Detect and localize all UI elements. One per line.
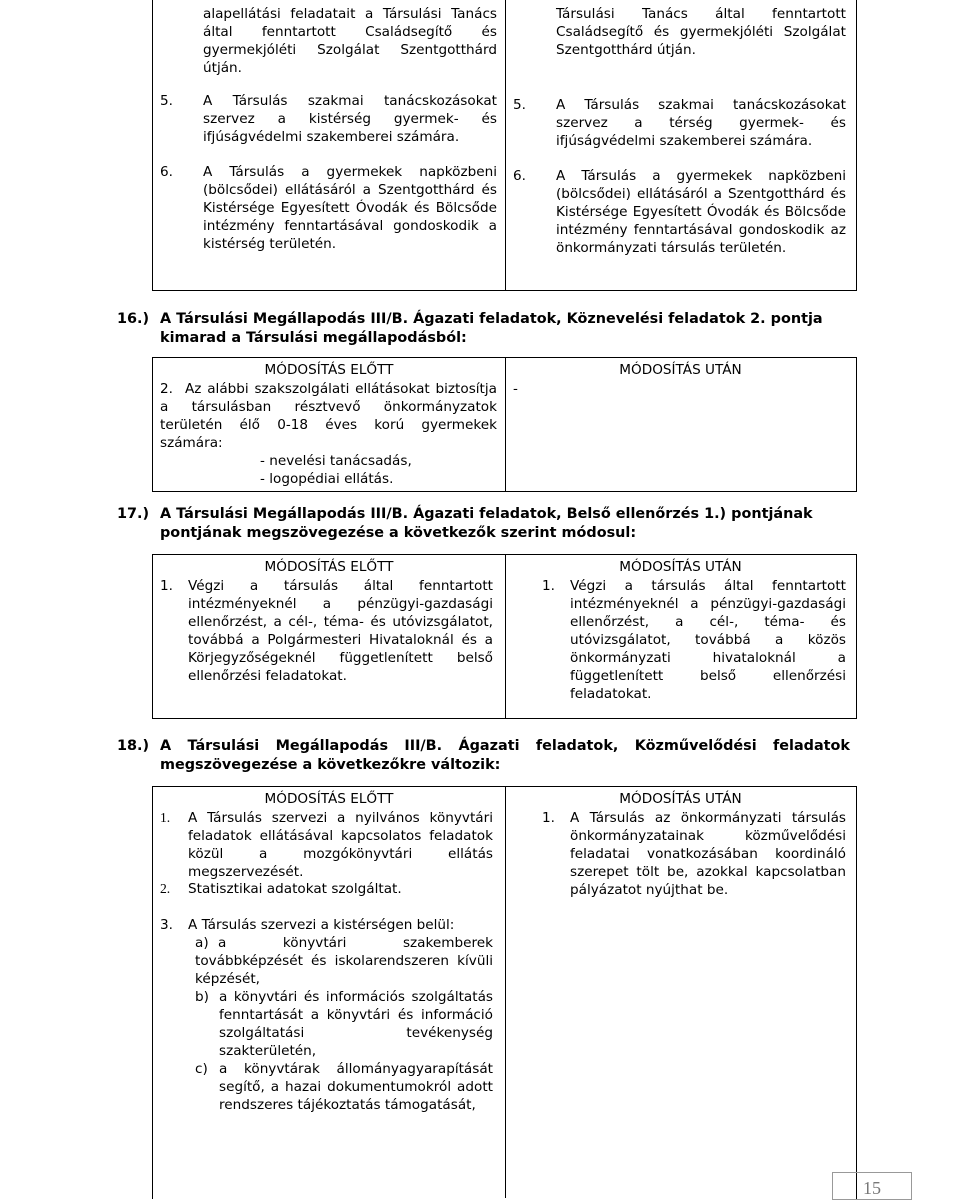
section-18-heading: A Társulási Megállapodás III/B. Ágazati feladatok, Közművelődési feladatok megszövegezése a következőkre változik: — [160, 738, 850, 773]
section-18-left-3a-number: a) — [195, 935, 209, 951]
page-number: 15 — [832, 1172, 912, 1200]
top-left-item6: A Társulás a gyermekek napközbeni (bölcsődei) ellátásáról a Szentgotthárd és Kistérsége Egyesített Óvodák és Bölcsőde intézmény fenntartásával gondoskodik a kistérség területén. — [203, 164, 497, 252]
section-18-right-1: A Társulás az önkormányzati társulás önkormányzatainak közművelődési feladatai vonatkozásában koordináló szerepet tölt be, azokkal kapcsolatban pályázatot nyújthat be. — [570, 810, 846, 898]
section-17-before-header: MÓDOSÍTÁS ELŐTT — [264, 559, 394, 575]
section-18-left-3c: a könyvtárak állományagyarapítását segítő, a hazai dokumentumokról adott rendszeres tájékoztatás támogatását, — [219, 1061, 493, 1113]
top-left-item5: A Társulás szakmai tanácskozásokat szervez a kistérség gyermek- és ifjúságvédelmi szakemberei számára. — [203, 93, 497, 145]
section-16-left-number: 2. — [160, 381, 173, 397]
section-16-heading: A Társulási Megállapodás III/B. Ágazati feladatok, Köznevelési feladatok 2. pontja kimarad a Társulási megállapodásból: — [160, 311, 823, 346]
section-17-heading: A Társulási Megállapodás III/B. Ágazati feladatok, Belső ellenőrzés 1.) pontjának pontjának megszövegezése a következők szerint módosul: — [160, 506, 813, 541]
section-16-bullet-2: - logopédiai ellátás. — [260, 471, 394, 487]
top-left-item6-number: 6. — [160, 164, 173, 180]
section-18-left-2: Statisztikai adatokat szolgáltat. — [188, 881, 402, 897]
section-18-right-1-number: 1. — [542, 810, 555, 826]
section-18-left-1-number: 1. — [160, 810, 171, 825]
section-16-before-header: MÓDOSÍTÁS ELŐTT — [264, 362, 394, 378]
top-left-continuation: alapellátási feladatait a Társulási Tanács által fenntartott Családsegítő és gyermekjóléti Szolgálat Szentgotthárd útján. — [203, 6, 497, 76]
top-right-item6: A Társulás a gyermekek napközbeni (bölcsődei) ellátásáról a Szentgotthárd és Kistérsége Egyesített Óvodák és Bölcsőde intézmény fenntartásával gondoskodik az önkormányzati társulás területén. — [556, 168, 846, 256]
section-16-number: 16.) — [117, 311, 150, 327]
section-18-left-3a: a könyvtári szakemberek továbbképzését és iskolarendszeren kívüli képzését, — [195, 935, 493, 987]
section-18-left-1: A Társulás szervezi a nyilvános könyvtári feladatok ellátásával kapcsolatos feladatok közül a mozgókönyvtári ellátás megszervezését. — [188, 810, 493, 880]
section-17-left-text: Végzi a társulás által fenntartott intézményeknél a pénzügyi-gazdasági ellenőrzést, a cél-, téma- és utóvizsgálatot, továbbá a Polgármesteri Hivataloknál és a Körjegyzőségeknél függetlenített belső ellenőrzési feladatokat. — [188, 578, 493, 684]
section-18-divider — [505, 786, 506, 1198]
section-17-right-number: 1. — [542, 578, 555, 594]
section-17-right-text: Végzi a társulás által fenntartott intézményeknél a pénzügyi-gazdasági ellenőrzést, a cél-, téma- és utóvizsgálatot, továbbá a közös önkormányzati hivataloknál a függetlenített belső ellenőrzési feladatokat. — [570, 578, 846, 702]
top-left-item5-number: 5. — [160, 93, 173, 109]
top-right-continuation: Társulási Tanács által fenntartott Családsegítő és gyermekjóléti Szolgálat Szentgotthárd útján. — [556, 6, 846, 58]
section-18-left-3: A Társulás szervezi a kistérségen belül: — [188, 917, 455, 933]
section-16-left-text: Az alábbi szakszolgálati ellátásokat biztosítja a társulásban résztvevő önkormányzatok területén élő 0-18 éves korú gyermekek számára: — [160, 381, 497, 451]
top-right-item6-number: 6. — [513, 168, 526, 184]
section-16-bullet-1: - nevelési tanácsadás, — [260, 453, 412, 469]
section-16-after-header: MÓDOSÍTÁS UTÁN — [619, 362, 742, 378]
section-18-after-header: MÓDOSÍTÁS UTÁN — [619, 791, 742, 807]
section-17-left-number: 1. — [160, 578, 173, 594]
section-18-left-3-number: 3. — [160, 917, 173, 933]
section-17-number: 17.) — [117, 506, 150, 522]
section-18-left-3b-number: b) — [195, 989, 209, 1005]
section-18-left-3c-number: c) — [195, 1061, 208, 1077]
section-18-left-2-number: 2. — [160, 881, 171, 896]
section-17-after-header: MÓDOSÍTÁS UTÁN — [619, 559, 742, 575]
top-right-item5: A Társulás szakmai tanácskozásokat szervez a térség gyermek- és ifjúságvédelmi szakemberei számára. — [556, 97, 846, 149]
section-18-left-3b: a könyvtári és információs szolgáltatás fenntartását a könyvtári és információ szolgáltatási tevékenység szakterületén, — [219, 989, 493, 1059]
section-18-number: 18.) — [117, 738, 150, 754]
section-16-right-text: - — [513, 381, 518, 397]
top-right-item5-number: 5. — [513, 97, 526, 113]
section-18-before-header: MÓDOSÍTÁS ELŐTT — [264, 791, 394, 807]
section-17-divider — [505, 554, 506, 718]
top-table-divider — [505, 0, 506, 290]
